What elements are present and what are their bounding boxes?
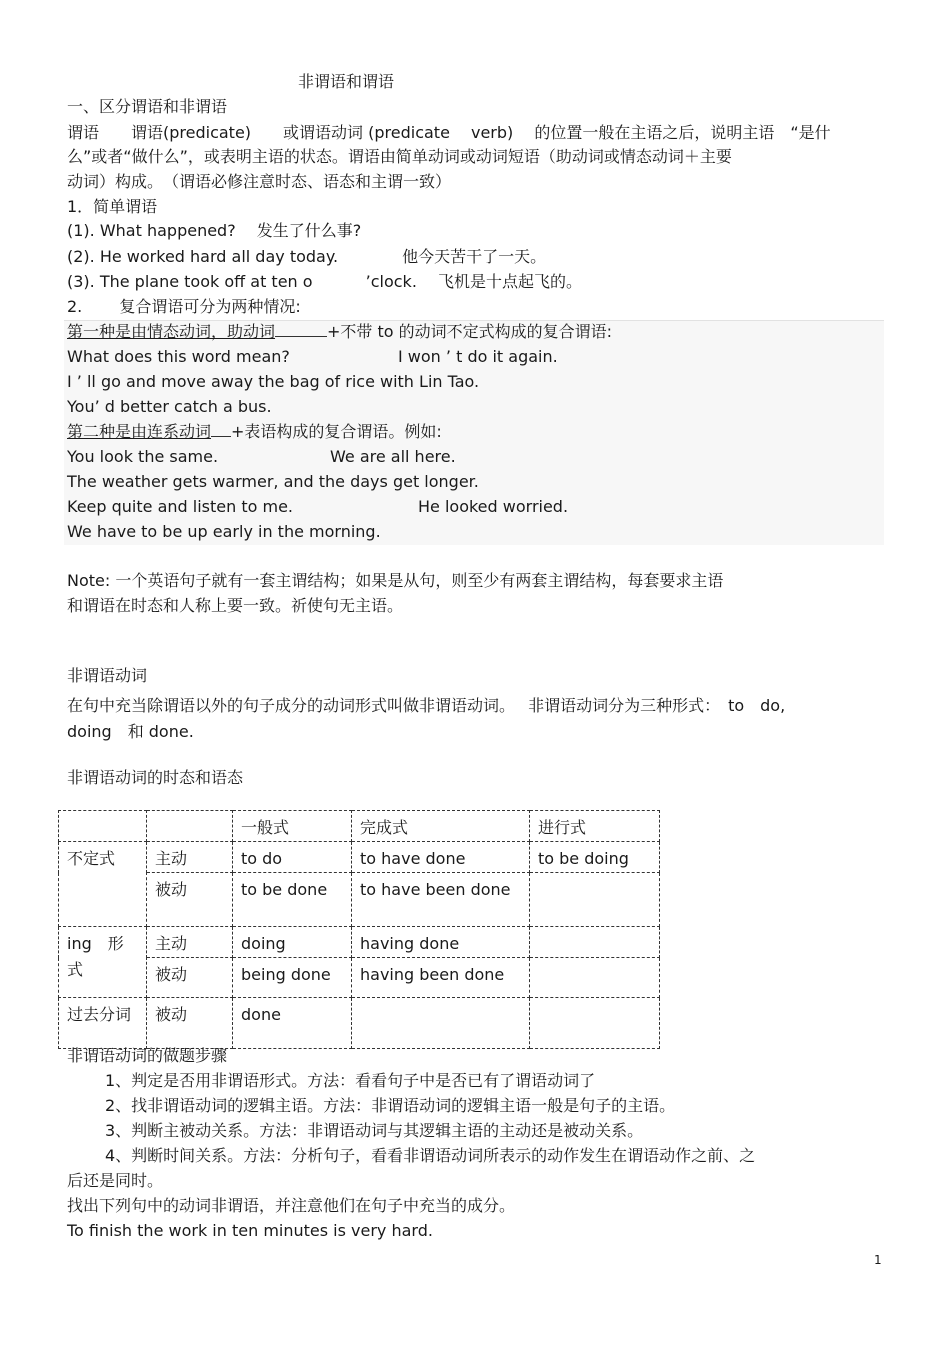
voice-label: 主动 <box>147 927 233 958</box>
page-number: 1 <box>874 1253 882 1267</box>
table-cell: done <box>233 998 352 1049</box>
step-item: 3、判断主被动关系。方法：非谓语动词与其逻辑主语的主动还是被动关系。 <box>105 1121 644 1140</box>
example-sentence: (1). What happened? 发生了什么事? <box>67 221 362 240</box>
table-cell: to be doing <box>530 842 660 873</box>
example-sentence: You’ d better catch a bus. <box>67 397 272 416</box>
table-row <box>59 998 660 1049</box>
table-header-cell: 一般式 <box>233 811 352 842</box>
table-cell <box>530 958 660 998</box>
definition-line: 在句中充当除谓语以外的句子成分的动词形式叫做非谓语动词。 非谓语动词分为三种形式： to do, <box>67 696 786 715</box>
subheading-simple: 1．简单谓语 <box>67 197 158 216</box>
table-header-cell: 进行式 <box>530 811 660 842</box>
note-line: 和谓语在时态和人称上要一致。祈使句无主语。 <box>67 596 404 615</box>
example-sentence: I won ’ t do it again. <box>398 347 558 366</box>
voice-label: 被动 <box>147 998 233 1049</box>
table-cell: being done <box>233 958 352 998</box>
case-one-line <box>67 322 612 342</box>
table-heading: 非谓语动词的时态和语态 <box>67 768 244 787</box>
step-item: 1、判定是否用非谓语形式。方法：看看句子中是否已有了谓语动词了 <box>105 1071 596 1090</box>
note-line: Note: 一个英语句子就有一套主谓结构；如果是从句，则至少有两套主谓结构，每套要求主语 <box>67 571 724 590</box>
table-row <box>59 842 660 873</box>
table-cell: to do <box>233 842 352 873</box>
row-label: ing 形式 <box>59 927 147 998</box>
paragraph-line: 谓语 谓语(predicate) 或谓语动词 (predicate verb) 的位置一般在主语之后，说明主语 “是什 <box>67 123 831 142</box>
table-row <box>59 958 660 998</box>
case-one-rest: +不带 to 的动词不定式构成的复合谓语: <box>327 322 613 341</box>
example-sentence: Keep quite and listen to me. <box>67 497 293 516</box>
nonfinite-heading: 非谓语动词 <box>67 666 148 685</box>
table-cell: doing <box>233 927 352 958</box>
table-cell <box>530 927 660 958</box>
table-cell: to have done <box>352 842 530 873</box>
voice-label: 被动 <box>147 873 233 927</box>
paragraph-line: 动词）构成。 （谓语必修注意时态、语态和主谓一致） <box>67 172 452 191</box>
step-item-continued: 后还是同时。 <box>67 1171 164 1190</box>
example-sentence: He looked worried. <box>418 497 569 516</box>
table-header-cell: 完成式 <box>352 811 530 842</box>
step-item: 2、找非谓语动词的逻辑主语。方法：非谓语动词的逻辑主语一般是句子的主语。 <box>105 1096 676 1115</box>
table-cell: to have been done <box>352 873 530 927</box>
definition-line: doing 和 done. <box>67 722 194 741</box>
table-cell <box>59 811 147 842</box>
table-row <box>59 873 660 927</box>
example-sentence: (2). He worked hard all day today. 他今天苦干了一天。 <box>67 247 547 266</box>
page-title: 非谓语和谓语 <box>298 72 395 91</box>
example-sentence: We have to be up early in the morning. <box>67 522 381 541</box>
voice-label: 主动 <box>147 842 233 873</box>
step-item: 4、判断时间关系。方法：分析句子，看看非谓语动词所表示的动作发生在谓语动作之前、之 <box>105 1146 756 1165</box>
example-sentence: I ’ ll go and move away the bag of rice with Lin Tao. <box>67 372 480 391</box>
example-sentence: You look the same. <box>67 447 219 466</box>
table-cell: having done <box>352 927 530 958</box>
exercise-instruction: 找出下列句中的动词非谓语，并注意他们在句子中充当的成分。 <box>67 1196 516 1215</box>
table-cell <box>530 998 660 1049</box>
voice-label: 被动 <box>147 958 233 998</box>
case-two-underlined: 第二种是由连系动词 <box>67 422 212 441</box>
section-heading-1: 一、区分谓语和非谓语 <box>67 97 228 116</box>
table-cell: having been done <box>352 958 530 998</box>
case-two-rest: +表语构成的复合谓语。例如: <box>231 422 442 441</box>
table-cell <box>352 998 530 1049</box>
table-cell: to be done <box>233 873 352 927</box>
table-cell <box>530 873 660 927</box>
table-row <box>59 927 660 958</box>
subheading-compound: 2. 复合谓语可分为两种情况: <box>67 297 301 316</box>
example-sentence: We are all here. <box>330 447 456 466</box>
example-sentence: The weather gets warmer, and the days get longer. <box>67 472 479 491</box>
table-cell <box>147 811 233 842</box>
example-sentence: What does this word mean? <box>67 347 290 366</box>
row-label: 过去分词 <box>59 998 147 1049</box>
example-sentence: (3). The plane took off at ten o ’clock. 飞机是十点起飞的。 <box>67 272 582 291</box>
table-header-row <box>59 811 660 842</box>
exercise-sentence: To finish the work in ten minutes is very hard. <box>67 1221 433 1240</box>
paragraph-line: 么”或者“做什么”，或表明主语的状态。谓语由简单动词或动词短语（助动词或情态动词＋主要 <box>67 147 732 166</box>
row-label: 不定式 <box>59 842 147 927</box>
case-one-underlined: 第一种是由情态动词，助动词 <box>67 322 276 341</box>
nonfinite-forms-table <box>58 810 660 1049</box>
case-two-line <box>67 422 442 442</box>
steps-heading: 非谓语动词的做题步骤 <box>67 1046 228 1065</box>
